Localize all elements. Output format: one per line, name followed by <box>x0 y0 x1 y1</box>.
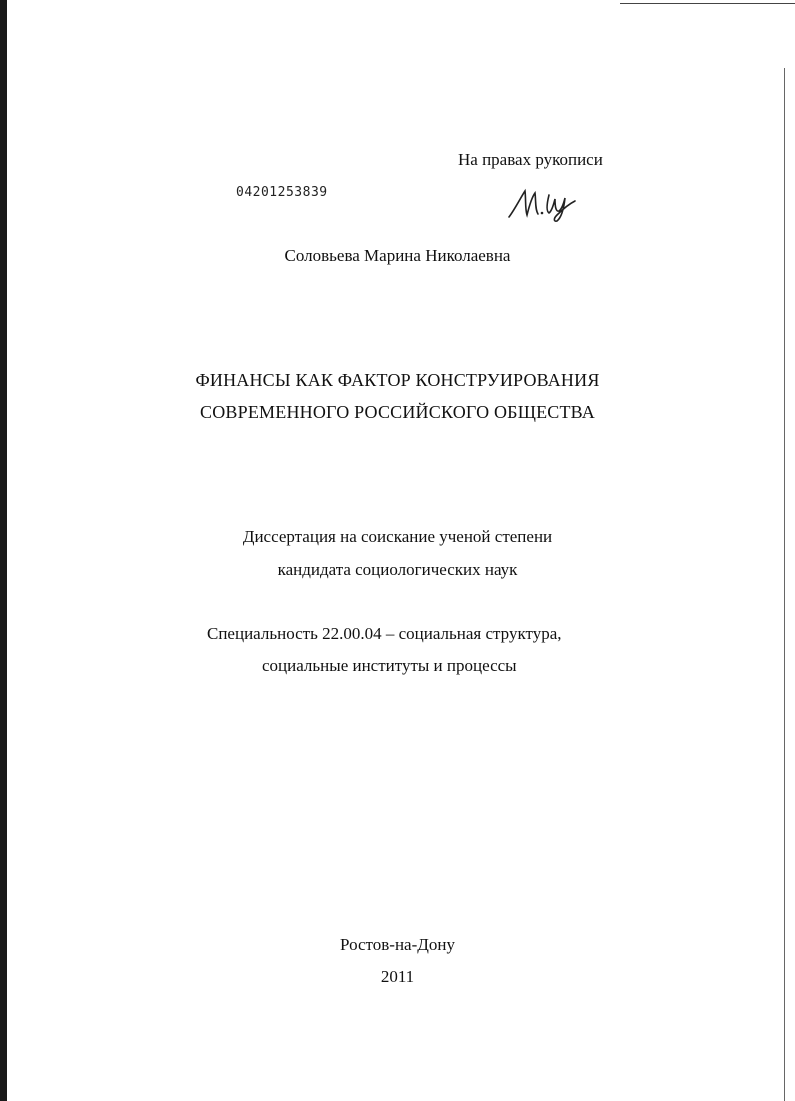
specialty-line-2: социальные институты и процессы <box>262 656 517 675</box>
city: Ростов-на-Дону <box>340 935 455 954</box>
degree-line-2: кандидата социологических наук <box>277 560 518 579</box>
rights-note: На правах рукописи <box>458 150 603 169</box>
thesis-title-line-1: ФИНАНСЫ КАК ФАКТОР КОНСТРУИРОВАНИЯ <box>195 370 600 390</box>
inventory-number: 04201253839 <box>236 185 328 200</box>
thesis-title-line-2: СОВРЕМЕННОГО РОССИЙСКОГО ОБЩЕСТВА <box>200 402 595 422</box>
author-name: Соловьева Марина Николаевна <box>284 246 511 265</box>
year: 2011 <box>380 967 415 986</box>
specialty-line-1: Специальность 22.00.04 – социальная структура, <box>207 624 562 643</box>
scan-edge-top <box>620 3 795 4</box>
signature <box>505 187 585 223</box>
degree-line-1: Диссертация на соискание ученой степени <box>242 527 553 546</box>
